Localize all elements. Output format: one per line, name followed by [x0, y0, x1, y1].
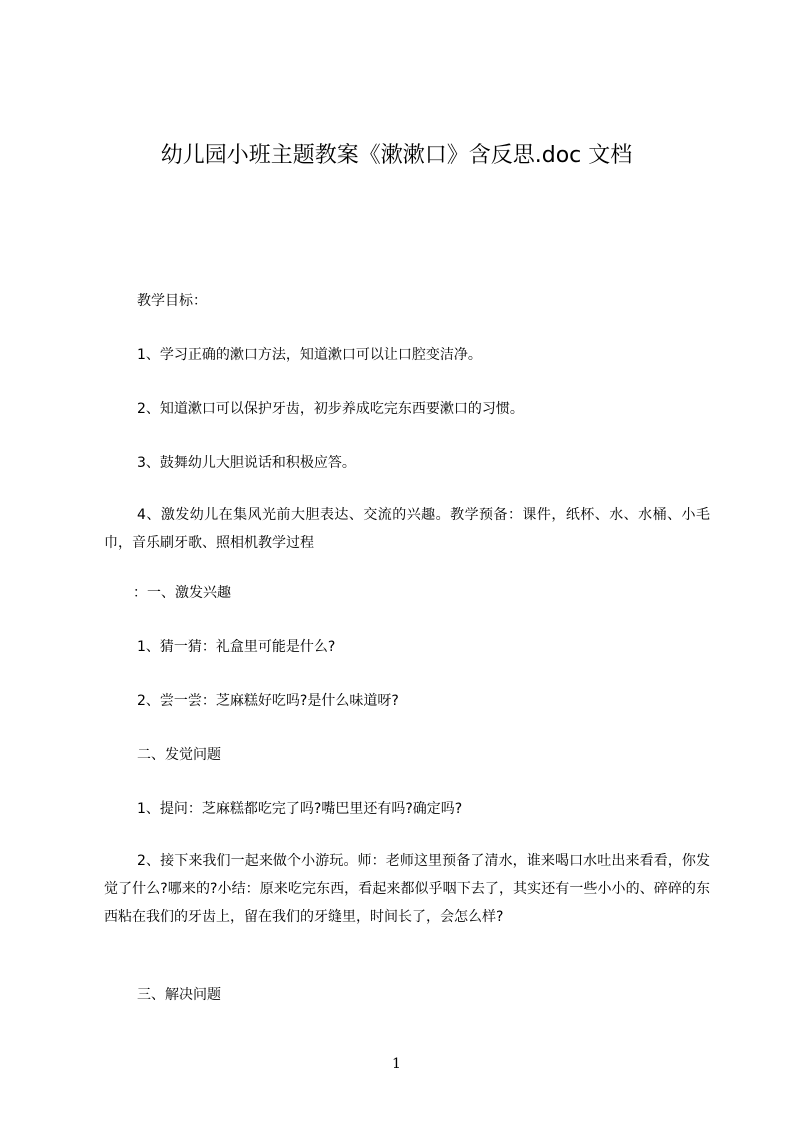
- paragraph-objective-1: 1、学习正确的漱口方法，知道漱口可以让口腔变洁净。: [137, 347, 482, 363]
- paragraph-section-1-heading: ：一、激发兴趣: [133, 585, 231, 601]
- paragraph-objective-4: 4、激发幼儿在集风光前大胆表达、交流的兴趣。教学预备：课件，纸杯、水、水桶、小毛巾，音乐刷牙歌、照相机教学过程: [104, 507, 710, 551]
- paragraph-step-taste: 2、尝一尝：芝麻糕好吃吗?是什么味道呀?: [137, 693, 399, 709]
- paragraph-section-2-heading: 二、发觉问题: [137, 747, 221, 763]
- paragraph-step-game: 2、接下来我们一起来做个小游玩。师：老师这里预备了清水，谁来喝口水吐出来看看，你发觉了什么?哪来的?小结：原来吃完东西，看起来都似乎咽下去了，其实还有一些小小的、碎碎的东西粘在我们的牙齿上，留在我们的牙缝里，时间长了，会怎么样?: [104, 853, 710, 925]
- paragraph-objective-3: 3、鼓舞幼儿大胆说话和积极应答。: [137, 455, 356, 471]
- paragraph-step-guess: 1、猜一猜：礼盒里可能是什么?: [137, 639, 336, 655]
- paragraph-objectives-heading: 教学目标：: [137, 293, 207, 309]
- page-number: 1: [392, 1056, 401, 1072]
- paragraph-section-3-heading: 三、解决问题: [137, 987, 221, 1003]
- paragraph-objective-2: 2、知道漱口可以保护牙齿，初步养成吃完东西要漱口的习惯。: [137, 401, 524, 417]
- paragraph-step-ask: 1、提问：芝麻糕都吃完了吗?嘴巴里还有吗?确定吗?: [137, 801, 463, 817]
- document-title: 幼儿园小班主题教案《漱漱口》含反思.doc 文档: [160, 143, 633, 168]
